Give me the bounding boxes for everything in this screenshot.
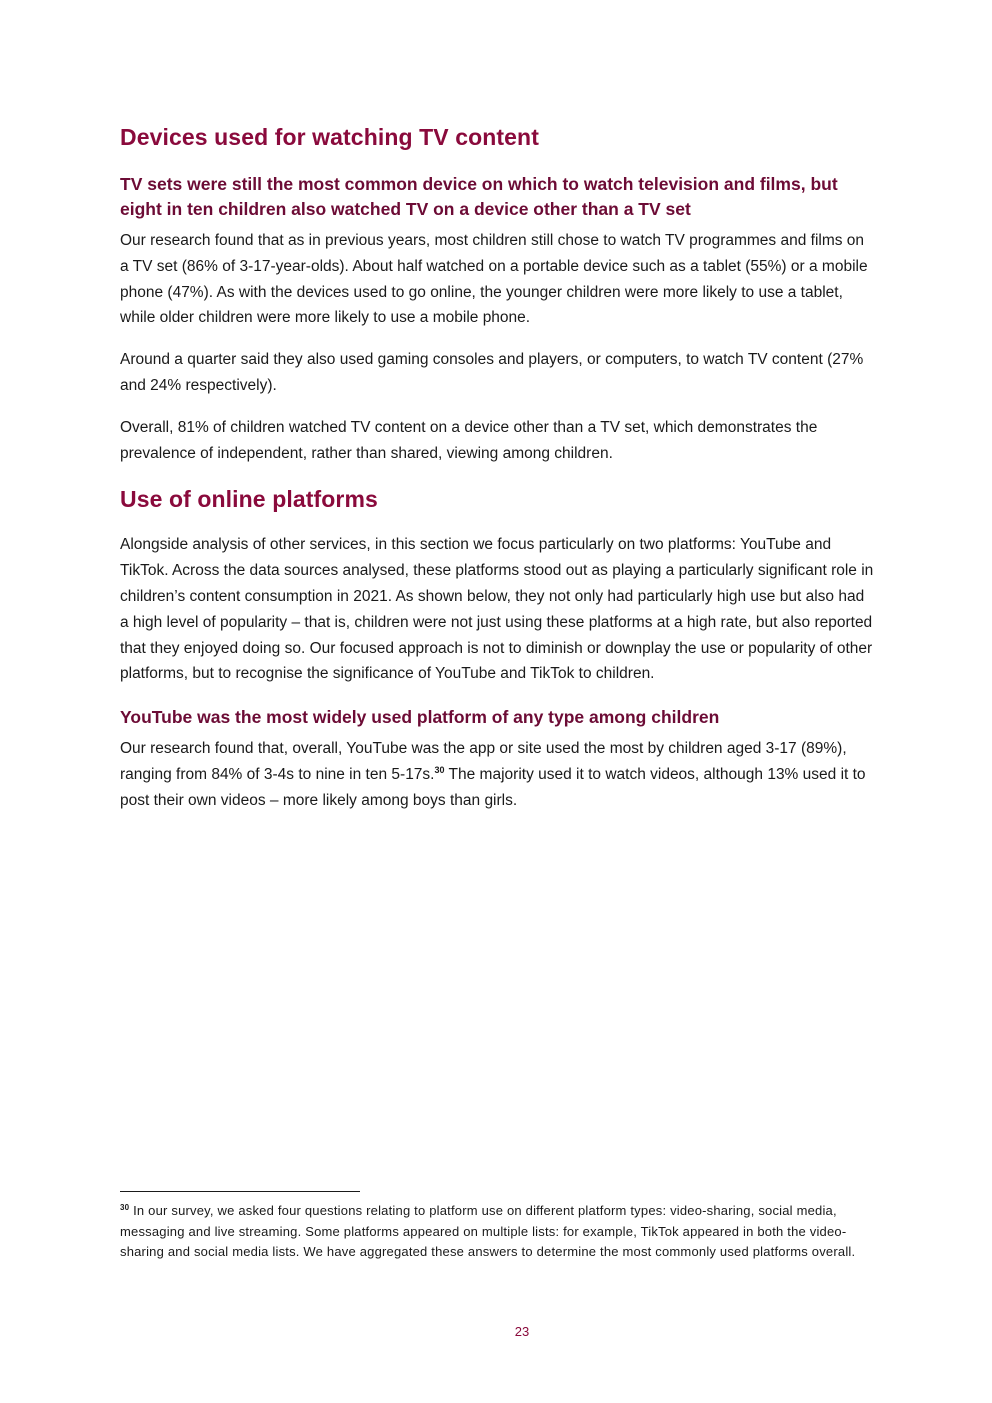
footnote-marker: 30 — [120, 1203, 130, 1212]
paragraph-platforms-intro: Alongside analysis of other services, in this section we focus particularly on two platforms: YouTube and TikTok. Across the data sources analysed, these platforms stood out as playing a particularly significant role in children’s content consumption in 2021. As shown below, they not only had particularly high use but also had a high level of popularity – that is, children were not just using these platforms at a high rate, but also reported that they enjoyed doing so. Our focused approach is not to diminish or downplay the use or popularity of other platforms, but to recognise the significance of YouTube and TikTok to children. — [120, 536, 874, 683]
subheading-youtube: YouTube was the most widely used platform of any type among children — [120, 707, 720, 728]
paragraph-youtube — [120, 736, 875, 813]
main-content — [120, 118, 875, 814]
page-number: 23 — [514, 1324, 530, 1339]
section-heading-platforms: Use of online platforms — [120, 486, 378, 513]
youtube-text-before: Our research found that, overall, YouTube was the app or site used the most by children aged 3-17 (89%), ranging from 84% of 3-4s to nine in ten 5-17s. — [120, 740, 847, 783]
footnote — [120, 1201, 860, 1263]
section-heading-devices: Devices used for watching TV content — [120, 124, 539, 150]
footnote-reference[interactable]: 30 — [434, 764, 445, 775]
paragraph-overall: Overall, 81% of children watched TV content on a device other than a TV set, which demonstrates the prevalence of independent, rather than shared, viewing among children. — [120, 418, 818, 462]
footnote-divider — [120, 1191, 360, 1192]
subheading-tv-sets: TV sets were still the most common device on which to watch television and films, but eight in ten children also watched TV on a device other than a TV set — [120, 174, 838, 219]
paragraph-tv-sets: Our research found that as in previous years, most children still chose to watch TV programmes and films on a TV set (86% of 3-17-year-olds). About half watched on a portable device such as a tablet (55%) or a mobile phone (47%). As with the devices used to go online, the younger children were more likely to use a tablet, while older children were more likely to use a mobile phone. — [120, 232, 868, 327]
youtube-text-after: The majority used it to watch videos, although 13% used it to post their own videos – more likely among boys than girls. — [120, 765, 866, 809]
paragraph-consoles: Around a quarter said they also used gaming consoles and players, or computers, to watch TV content (27% and 24% respectively). — [120, 351, 864, 394]
footnote-text: In our survey, we asked four questions relating to platform use on different platform types: video-sharing, social media, messaging and live streaming. Some platforms appeared on multiple lists: for example, TikTok appeared in both the video-sharing and social media lists. We have aggregated these answers to determine the most commonly used platforms overall. — [120, 1203, 856, 1259]
